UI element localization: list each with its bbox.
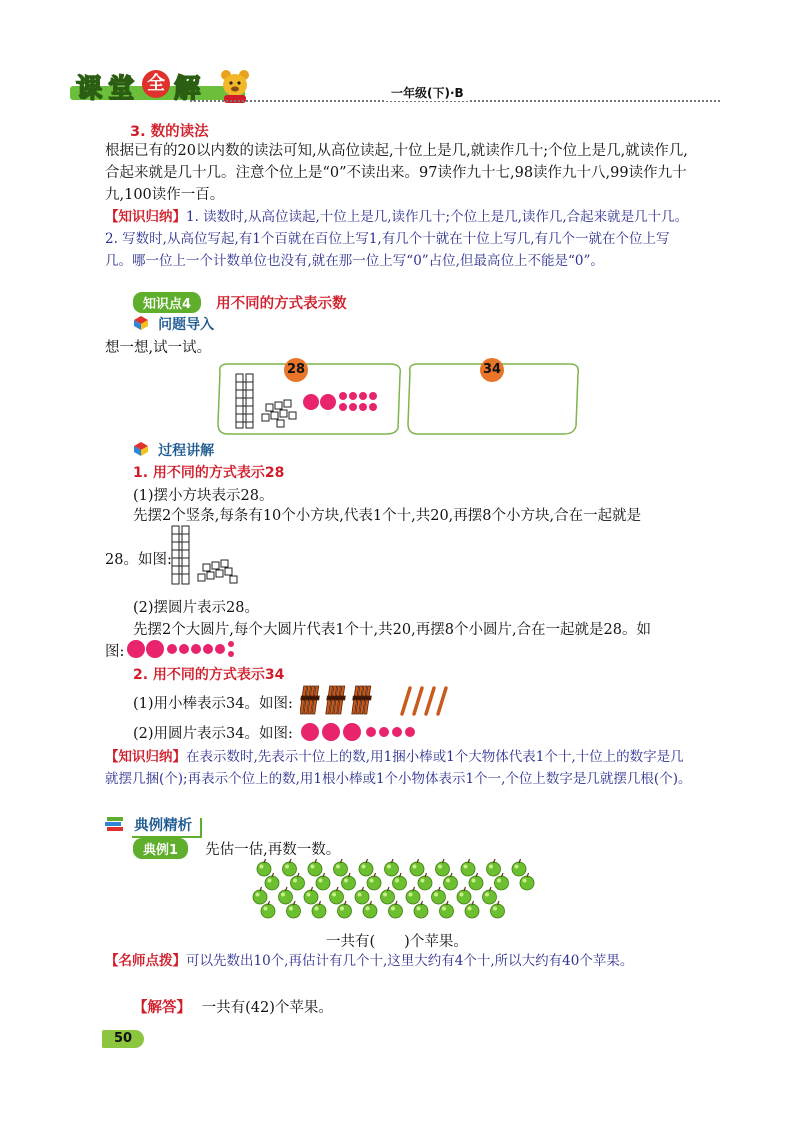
process-sub1: 1. 用不同的方式表示28 [133, 465, 285, 481]
answer-text: 一共有(42)个苹果。 [201, 1000, 333, 1016]
unit-cubes [262, 400, 296, 427]
kp4-row [133, 292, 347, 313]
apple-icon [410, 859, 424, 876]
apple-icon [487, 859, 501, 876]
apple-icon [279, 887, 293, 904]
section3-body [105, 140, 695, 206]
section3-summary [105, 206, 695, 272]
badge-28: 28 [286, 362, 306, 377]
apple-icon [283, 859, 297, 876]
summary-label: 【知识归纳】 [105, 209, 186, 225]
discs-34-diagram [300, 721, 430, 743]
apple-icon [461, 859, 475, 876]
apple-icon [385, 859, 399, 876]
header [70, 68, 720, 108]
bundles [300, 686, 373, 714]
answer-row [133, 996, 333, 1017]
grade-label: 一年级(下)·B [385, 84, 470, 101]
intro-heading-row [133, 314, 214, 335]
blocks-28-diagram [170, 524, 240, 588]
discs-28-diagram [126, 638, 236, 660]
apple-icon [308, 859, 322, 876]
apple-icon [432, 887, 446, 904]
intro-heading: 问题导入 [158, 317, 215, 333]
process-sub2: 2. 用不同的方式表示34 [133, 667, 285, 683]
apple-icon [457, 887, 471, 904]
apple-icon [436, 859, 450, 876]
process-heading-row [133, 440, 214, 461]
apple-icon [257, 859, 271, 876]
apple-icon [330, 887, 344, 904]
example1-tag: 典例1 [133, 838, 188, 859]
bear-mascot-icon [218, 68, 252, 104]
apple-icon [381, 887, 395, 904]
logo-char-1: 课 [76, 74, 103, 104]
apples-grid [250, 858, 550, 922]
apple-icon [334, 859, 348, 876]
example1-question: 一共有( )个苹果。 [326, 934, 468, 950]
process-p6: (2)用圆片表示34。如图: [133, 726, 293, 742]
apple-icon [253, 887, 267, 904]
examples-heading: 典例精析 [132, 818, 202, 838]
page-number: 50 [102, 1030, 144, 1048]
kp4-title: 用不同的方式表示数 [216, 296, 347, 312]
process-summary [105, 746, 695, 790]
process-heading: 过程讲解 [158, 443, 215, 459]
logo-char-3: 全 [142, 70, 170, 98]
apple-icon [355, 887, 369, 904]
process-p4a: 先摆2个大圆片,每个大圆片代表1个十,共20,再摆8个小圆片,合在一起就是28。如 [133, 622, 652, 638]
teacher-tip [105, 950, 695, 972]
process-p1: (1)摆小方块表示28。 [133, 488, 274, 504]
cube-icon-2 [133, 441, 149, 461]
section3-title: 3. 数的读法 [130, 124, 209, 140]
process-summary-text: 在表示数时,先表示十位上的数,用1捆小棒或1个大物体代表1个十,十位上的数字是几就摆几捆(个);再表示个位上的数,用1根小棒或1个小物体表示1个一,个位上数字是几就摆几根(个)。 [105, 749, 692, 787]
intro-diagram [214, 358, 584, 436]
tens-rods [236, 374, 253, 428]
cube-icon [133, 315, 149, 335]
answer-label: 【解答】 [133, 999, 191, 1016]
process-p2b: 28。如图: [105, 552, 172, 568]
apple-icon [483, 887, 497, 904]
apple-icon [359, 859, 373, 876]
logo-char-4: 解 [174, 74, 201, 104]
badge-34: 34 [482, 362, 502, 377]
examples-heading-row [105, 814, 202, 836]
discs-28 [303, 392, 377, 411]
process-p2a: 先摆2个竖条,每条有10个小方块,代表1个十,共20,再摆8个小方块,合在一起就是 [133, 508, 642, 524]
summary-text: 1. 读数时,从高位读起,十位上是几,读作几十;个位上是几,读作几,合起来就是几十几。2. 写数时,从高位写起,有1个百就在百位上写1,有几个十就在十位上写几,有几个一就在个位上写几。哪一位上一个计数单位也没有,就在那一位上写“0”占位,但最高位上不能是“0”。 [105, 209, 689, 269]
example1-row [133, 838, 340, 859]
logo-char-2: 堂 [108, 74, 135, 104]
stack-icon [105, 816, 125, 836]
intro-prompt: 想一想,试一试。 [105, 340, 212, 356]
process-p4b: 图: [105, 644, 125, 660]
section3-body-text: 根据已有的20以内数的读法可知,从高位读起,十位上是几,就读作几十;个位上是几,就读作几,合起来就是几十几。注意个位上是“0”不读出来。97读作九十七,98读作九十八,99读作九十九,100读作一百。 [105, 143, 688, 203]
single-sticks [402, 688, 446, 714]
kp4-tag: 知识点4 [133, 292, 201, 313]
process-summary-label: 【知识归纳】 [105, 749, 186, 765]
sticks-34-diagram [300, 684, 450, 716]
tip-label: 【名师点拨】 [105, 953, 186, 969]
apple-icon [304, 887, 318, 904]
example1-prompt: 先估一估,再数一数。 [205, 842, 341, 858]
tip-text: 可以先数出10个,再估计有几个十,这里大约有4个十,所以大约有40个苹果。 [186, 953, 634, 969]
process-p3: (2)摆圆片表示28。 [133, 600, 259, 616]
apple-icon [406, 887, 420, 904]
apple-icon [512, 859, 526, 876]
process-p5: (1)用小棒表示34。如图: [133, 696, 293, 712]
